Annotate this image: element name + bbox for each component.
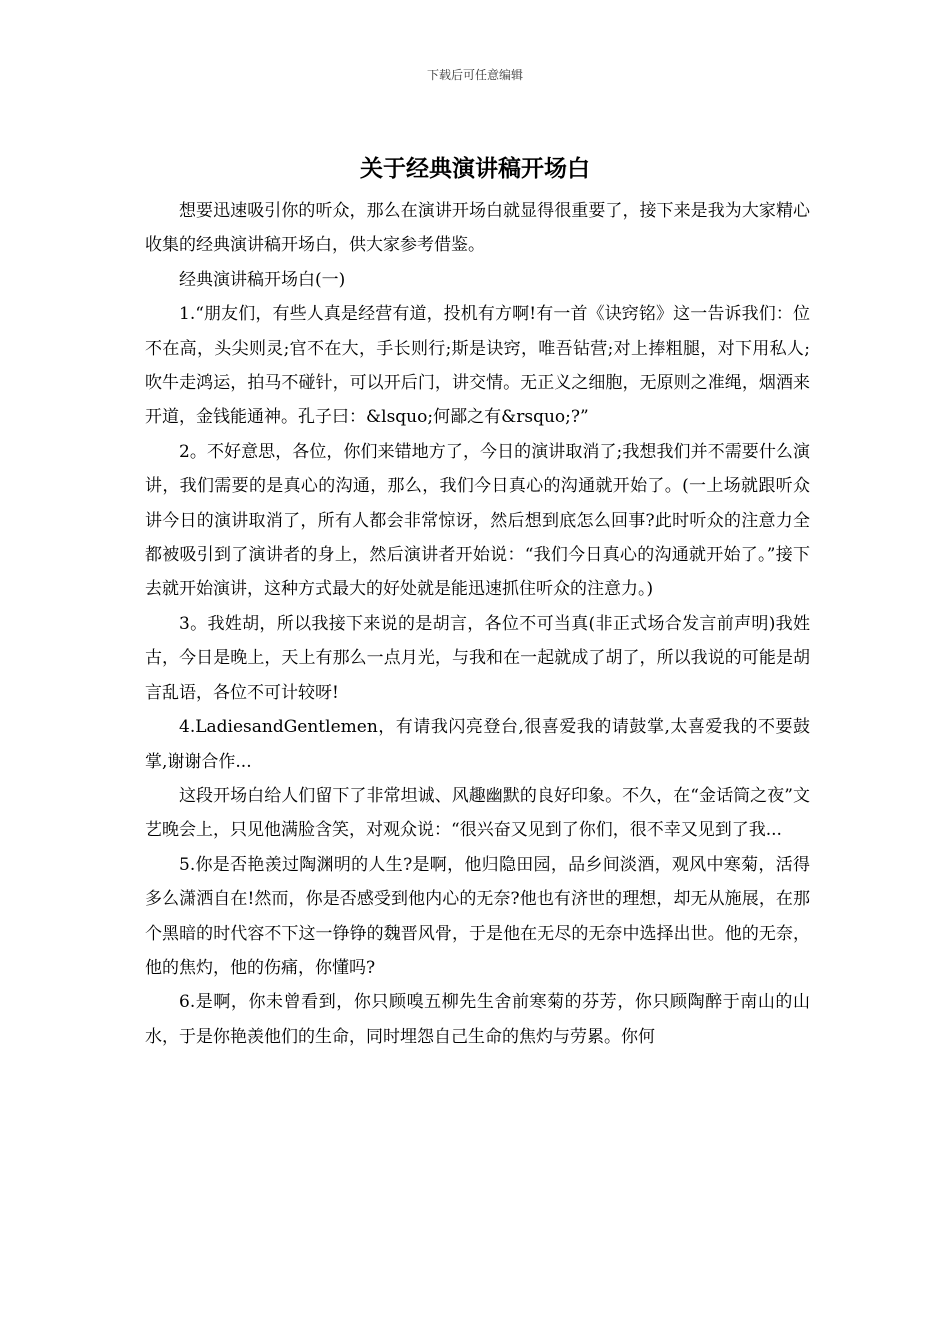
paragraph-item-3: 3。我姓胡，所以我接下来说的是胡言，各位不可当真(非正式场合发言前声明)我姓古，今日是晚上，天上有那么一点月光，与我和在一起就成了胡了，所以我说的可能是胡言乱语，各位不可计较呀! [145,613,810,703]
document-body [145,194,810,1054]
paragraph-commentary: 这段开场白给人们留下了非常坦诚、风趣幽默的良好印象。不久，在“金话筒之夜”文艺晚会上，只见他满脸含笑，对观众说：“很兴奋又见到了你们，很不幸又见到了我... [145,785,810,841]
paragraph-item-4: 4.LadiesandGentlemen，有请我闪亮登台,很喜爱我的请鼓掌,太喜爱我的不要鼓掌,谢谢合作... [145,717,810,772]
section-heading: 经典演讲稿开场白(一) [179,269,346,290]
paragraph-item-1: 1.“朋友们，有些人真是经营有道，投机有方啊!有一首《诀窍铭》这一告诉我们：位不在高，头尖则灵;官不在大，手长则行;斯是诀窍，唯吾钻营;对上捧粗腿，对下用私人;吹牛走鸿运，拍马不碰针，可以开后门，讲交情。无正义之细胞，无原则之准绳，烟酒来开道，金钱能通神。孔子曰：&lsquo;何鄙之有&rsquo;?” [145,304,810,428]
paragraph-intro: 想要迅速吸引你的听众，那么在演讲开场白就显得很重要了，接下来是我为大家精心收集的经典演讲稿开场白，供大家参考借鉴。 [145,201,810,256]
paragraph-item-6: 6.是啊，你未曾看到，你只顾嗅五柳先生舍前寒菊的芬芳，你只顾陶醉于南山的山水，于是你艳羡他们的生命，同时埋怨自己生命的焦灼与劳累。你何 [145,992,810,1047]
document-title: 关于经典演讲稿开场白 [360,155,590,182]
paragraph-item-5: 5.你是否艳羡过陶渊明的人生?是啊，他归隐田园，品乡间淡酒，观风中寒菊，活得多么潇洒自在!然而，你是否感受到他内心的无奈?他也有济世的理想，却无从施展，在那个黑暗的时代容不下这一铮铮的魏晋风骨，于是他在无尽的无奈中选择出世。他的无奈，他的焦灼，他的伤痛，你懂吗? [145,854,810,978]
header-note: 下载后可任意编辑 [426,68,523,82]
paragraph-item-2: 2。不好意思，各位，你们来错地方了，今日的演讲取消了;我想我们并不需要什么演讲，我们需要的是真心的沟通，那么，我们今日真心的沟通就开始了。(一上场就跟听众讲今日的演讲取消了，所有人都会非常惊讶，然后想到底怎么回事?此时听众的注意力全都被吸引到了演讲者的身上，然后演讲者开始说：“我们今日真心的沟通就开始了。”接下去就开始演讲，这种方式最大的好处就是能迅速抓住听众的注意力。) [145,441,810,600]
